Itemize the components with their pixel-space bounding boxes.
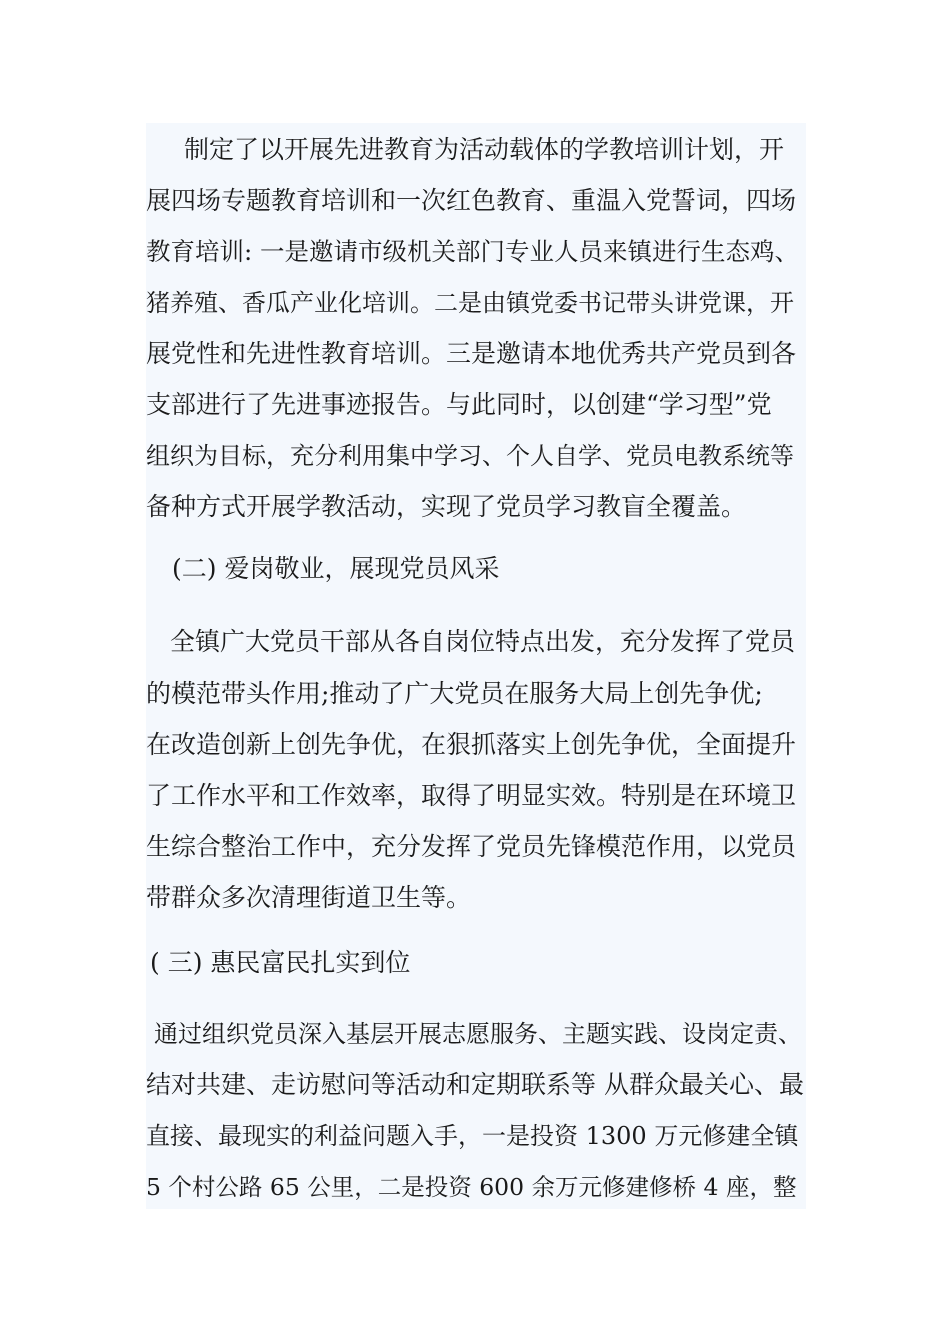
paragraph-line: 支部进行了先进事迹报告。与此同时，以创建“学习型”党 xyxy=(146,390,772,419)
paragraph-line: 直接、最现实的利益问题入手，一是投资 1300 万元修建全镇 xyxy=(146,1122,799,1150)
paragraph-line: 制定了以开展先进教育为活动载体的学教培训计划，开 xyxy=(184,135,785,164)
paragraph-line: 备种方式开展学教活动，实现了党员学习教盲全覆盖。 xyxy=(146,492,747,521)
paragraph-line: 在改造创新上创先争优，在狠抓落实上创先争优，全面提升 xyxy=(146,730,797,759)
paragraph-line: 通过组织党员深入基层开展志愿服务、主题实践、设岗定责、 xyxy=(154,1020,802,1048)
paragraph-line: 的模范带头作用;推动了广大党员在服务大局上创先争优; xyxy=(146,679,763,708)
paragraph-line: 生综合整治工作中，充分发挥了党员先锋模范作用，以党员 xyxy=(146,832,797,861)
paragraph-line: 结对共建、走访慰问等活动和定期联系等 从群众最关心、最 xyxy=(146,1070,804,1099)
paragraph-line: 全镇广大党员干部从各自岗位特点出发，充分发挥了党员 xyxy=(170,627,796,656)
paragraph-line: 带群众多次清理街道卫生等。 xyxy=(146,883,472,912)
paragraph-line: 展四场专题教育培训和一次红色教育、重温入党誓词，四场 xyxy=(146,186,797,215)
section-heading: (二) 爱岗敬业，展现党员风采 xyxy=(172,554,500,583)
paragraph-line: 了工作水平和工作效率，取得了明显实效。特别是在环境卫 xyxy=(146,781,797,810)
document-body xyxy=(146,123,806,1209)
paragraph-line: 5 个村公路 65 公里，二是投资 600 余万元修建修桥 4 座，整 xyxy=(146,1173,797,1201)
paragraph-line: 展党性和先进性教育培训。三是邀请本地优秀共产党员到各 xyxy=(146,339,797,368)
paragraph-line: 组织为目标，充分利用集中学习、个人自学、党员电教系统等 xyxy=(146,442,794,470)
paragraph-line: 教育培训: 一是邀请市级机关部门专业人员来镇进行生态鸡、 xyxy=(146,237,800,266)
paragraph-line: 猪养殖、香瓜产业化培训。二是由镇党委书记带头讲党课，开 xyxy=(146,289,794,317)
section-heading: ( 三) 惠民富民扎实到位 xyxy=(150,948,411,977)
